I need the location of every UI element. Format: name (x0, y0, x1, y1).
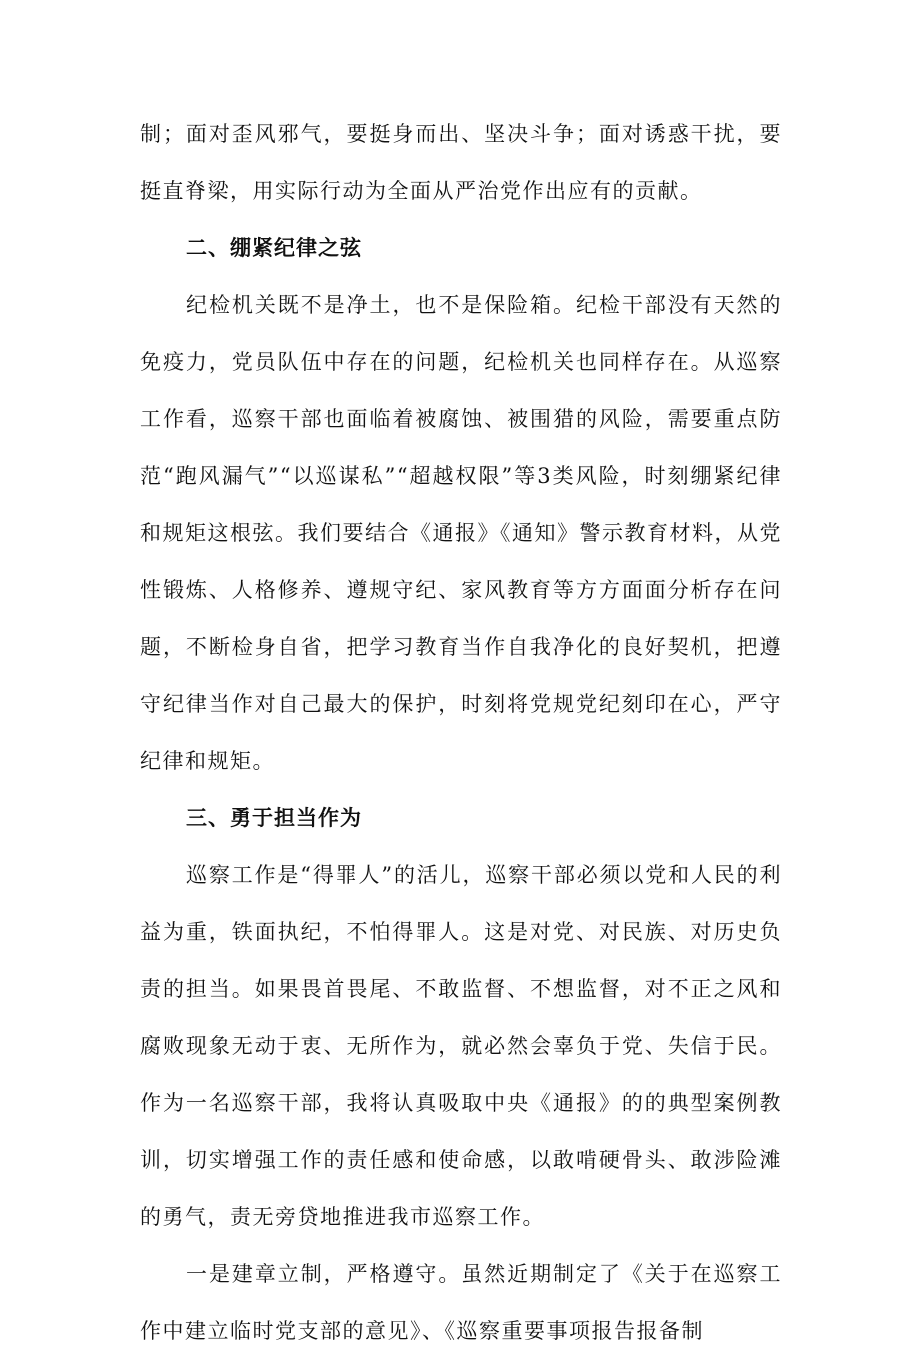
section-heading-discipline: 二、绷紧纪律之弦 (186, 236, 362, 260)
paragraph-responsibility: 巡察工作是“得罪人”的活儿，巡察干部必须以党和人民的利益为重，铁面执纪，不怕得罪人。这是对党、对民族、对历史负责的担当。如果畏首畏尾、不敢监督、不想监督，对不正之风和腐败现象无动于衷、无所作为，就必然会辜负于党、失信于民。作为一名巡察干部，我将认真吸取中央《通报》的的典型案例教训，切实增强工作的责任感和使命感，以敢啃硬骨头、敢涉险滩的勇气，责无旁贷地推进我市巡察工作。 (140, 863, 782, 1229)
document-page (140, 106, 782, 1360)
paragraph-continuation: 制；面对歪风邪气，要挺身而出、坚决斗争；面对诱惑干扰，要挺直脊梁，用实际行动为全面从严治党作出应有的贡献。 (140, 122, 782, 203)
paragraph-rules: 一是建章立制，严格遵守。虽然近期制定了《关于在巡察工作中建立临时党支部的意见》、《巡察重要事项报告报备制 (140, 1262, 782, 1343)
section-heading-responsibility: 三、勇于担当作为 (186, 806, 362, 830)
paragraph-discipline: 纪检机关既不是净土，也不是保险箱。纪检干部没有天然的免疫力，党员队伍中存在的问题，纪检机关也同样存在。从巡察工作看，巡察干部也面临着被腐蚀、被围猎的风险，需要重点防范“跑风漏气”“以巡谋私”“超越权限”等3类风险，时刻绷紧纪律和规矩这根弦。我们要结合《通报》《通知》警示教育材料，从党性锻炼、人格修养、遵规守纪、家风教育等方方面面分析存在问题，不断检身自省，把学习教育当作自我净化的良好契机，把遵守纪律当作对自己最大的保护，时刻将党规党纪刻印在心，严守纪律和规矩。 (140, 293, 782, 773)
